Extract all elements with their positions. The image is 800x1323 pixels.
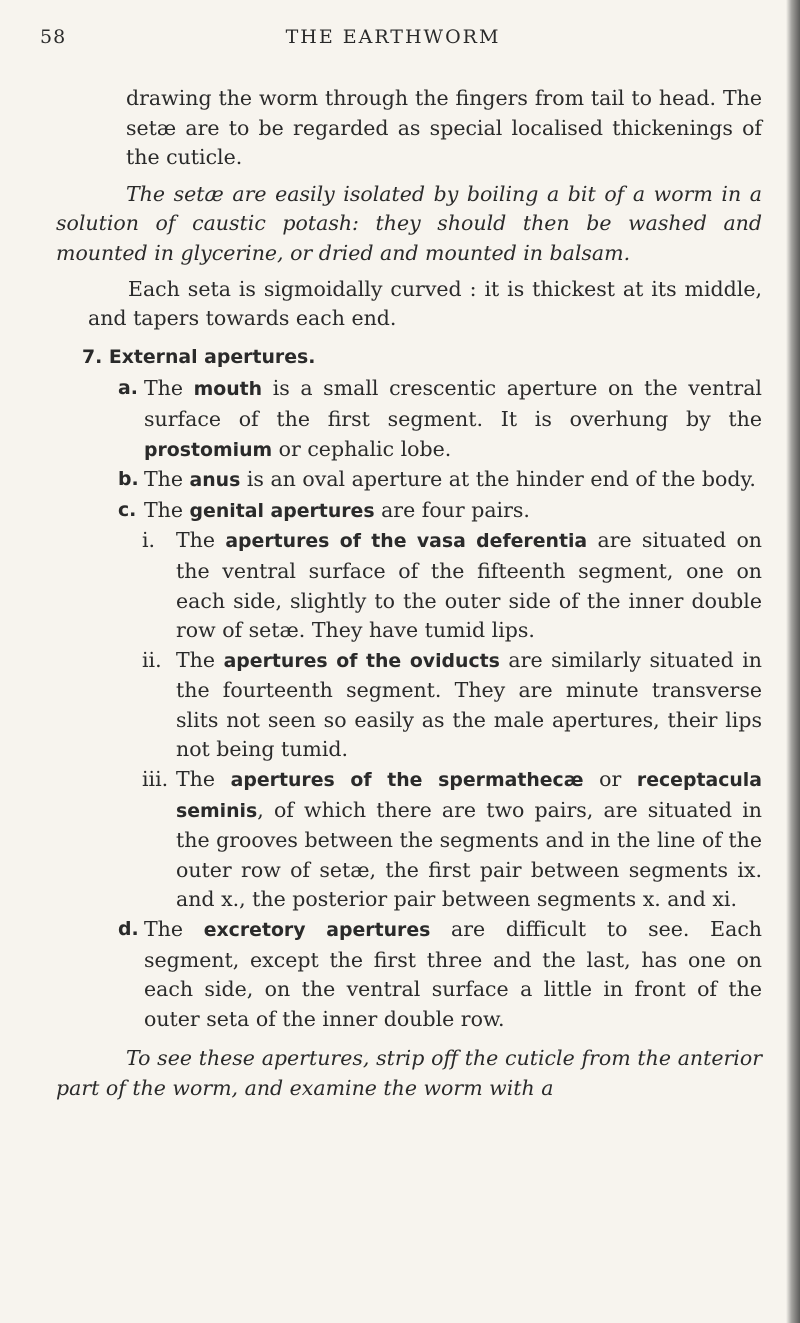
list-label: ii. (142, 647, 162, 672)
sublist-item-spermathecae: iii. The apertures of the spermathecæ or receptacula seminis, of which there are two pairs, are situated in the grooves between the segments and in the line of the outer row of setæ, the first pair between segments ix. and x., the posterior pair between segments x. and xi. (142, 767, 762, 912)
term-mouth: mouth (193, 378, 263, 401)
list-item-anus: b. The anus is an oval aperture at the hinder end of the body. (144, 465, 762, 496)
term-genital-apertures: genital apertures (189, 499, 375, 522)
term-vasa-deferentia: apertures of the vasa deferentia (225, 530, 588, 553)
section-title: External apertures. (108, 345, 316, 368)
sublist-item-oviducts: ii. The apertures of the oviducts are similarly situated in the fourteenth segment. They are minute transverse slits not seen so easily as the male apertures, their lips not being tumid. (142, 647, 763, 762)
term-spermathecae: apertures of the spermathecæ (230, 769, 584, 792)
term-oviducts: apertures of the oviducts (223, 649, 500, 672)
list-label: b. (118, 468, 139, 491)
list-label: c. (118, 498, 137, 521)
running-title: THE EARTHWORM (285, 26, 501, 48)
body-text (56, 84, 762, 1104)
page-number: 58 (40, 26, 67, 48)
list-label: a. (118, 377, 138, 400)
italic-instruction-apertures: To see these apertures, strip off the cuticle from the anterior part of the worm, and examine the worm with a (56, 1046, 762, 1100)
list-label: i. (142, 528, 156, 553)
sublist-item-vasa-deferentia: i. The apertures of the vasa deferentia are situated on the ventral surface of the fifteenth segment, one on each side, slightly to the outer side of the inner double row of setæ. They have tumid lips. (142, 528, 763, 643)
term-anus: anus (189, 469, 241, 492)
list-label: iii. (142, 767, 169, 792)
italic-instruction-setae: The setæ are easily isolated by boiling a bit of a worm in a solution of caustic potash: they should then be washed and mounted in glycerine, or dried and mounted in balsam. (56, 181, 762, 265)
paragraph-seta-shape: Each seta is sigmoidally curved : it is thickest at its middle, and tapers towards each end. (88, 276, 762, 331)
term-receptacula-seminis: receptacula seminis (176, 769, 762, 822)
list-item-mouth: a. The mouth is a small crescentic aperture on the ventral surface of the first segment. It is overhung by the prostomium or cephalic lobe. (118, 376, 762, 461)
term-excretory-apertures: excretory apertures (203, 919, 431, 942)
page-header (40, 16, 746, 56)
term-prostomium: prostomium (144, 438, 273, 461)
page-edge-shadow (786, 0, 800, 1323)
list-item-genital-apertures: c. The genital apertures are four pairs. (144, 496, 762, 527)
paragraph-continuation: drawing the worm through the fingers from tail to head. The setæ are to be regarded as special localised thickenings of the cuticle. (126, 86, 762, 170)
section-heading (82, 342, 762, 373)
list-item-excretory-apertures: d. The excretory apertures are difficult to see. Each segment, except the first three and the last, has one on each side, on the ventral surface a little in front of the outer seta of the inner double row. (118, 917, 763, 1031)
section-number: 7. (82, 345, 103, 368)
list-label: d. (118, 918, 139, 941)
